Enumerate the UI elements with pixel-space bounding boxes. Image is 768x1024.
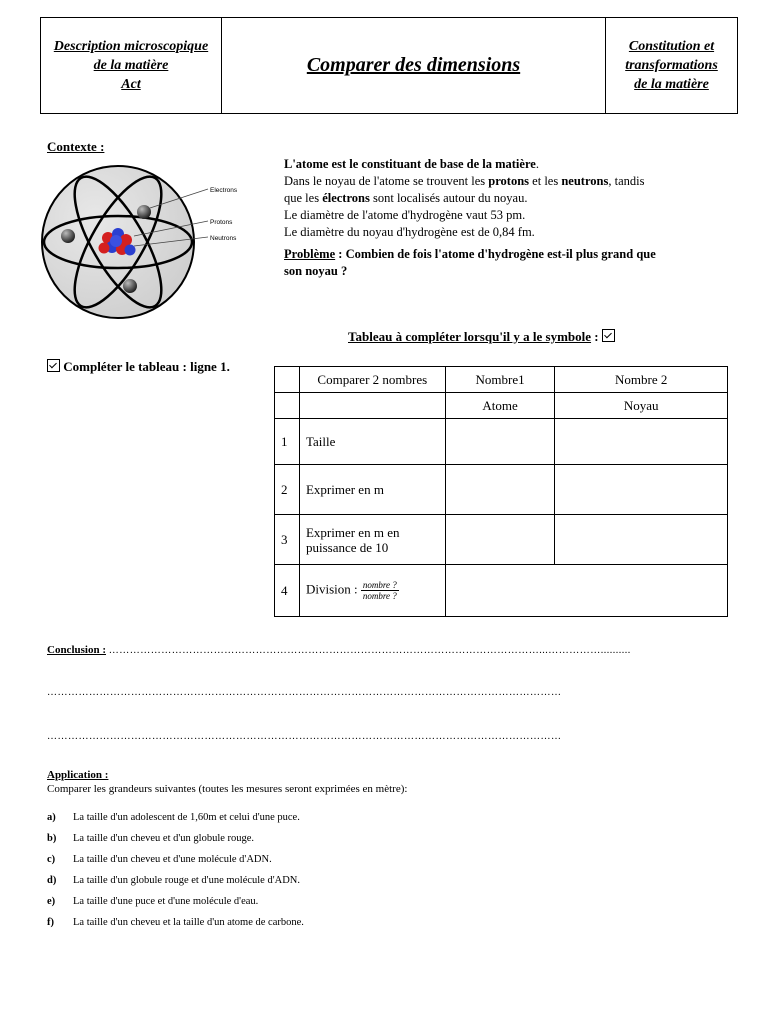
label-electrons: Electrons bbox=[210, 187, 238, 194]
header-nombre1: Nombre1 bbox=[445, 367, 555, 393]
header-left bbox=[41, 18, 222, 113]
conclusion bbox=[47, 644, 727, 656]
header-compare: Comparer 2 nombres bbox=[299, 367, 445, 393]
list-item: c) La taille d'un cheveu et d'une molécule d'ADN. bbox=[47, 854, 272, 865]
context-text bbox=[284, 156, 734, 280]
context-line3: que les électrons sont localisés autour du noyau. bbox=[284, 191, 528, 205]
check-symbol-icon bbox=[47, 359, 60, 372]
comparison-table bbox=[274, 366, 728, 617]
electron-2 bbox=[61, 229, 75, 243]
conclusion-label: Conclusion : bbox=[47, 644, 106, 656]
table-caption: Tableau à compléter lorsqu'il y a le symbole : bbox=[348, 329, 615, 345]
list-item: b) La taille d'un cheveu et d'un globule rouge. bbox=[47, 833, 255, 844]
subheader-atome: Atome bbox=[445, 393, 555, 419]
cell-input[interactable] bbox=[555, 419, 728, 465]
header-nombre2: Nombre 2 bbox=[555, 367, 728, 393]
table-header-row bbox=[275, 367, 728, 393]
task-line bbox=[47, 359, 230, 375]
cell-input[interactable] bbox=[445, 465, 555, 515]
cell-input[interactable] bbox=[445, 565, 727, 617]
electron-1 bbox=[137, 205, 151, 219]
subheader-noyau: Noyau bbox=[555, 393, 728, 419]
check-symbol-icon bbox=[602, 329, 615, 342]
header-left-line1: Description microscopique bbox=[53, 39, 209, 54]
context-line4: Le diamètre de l'atome d'hydrogène vaut 53 pm. bbox=[284, 208, 526, 222]
electron-3 bbox=[123, 279, 137, 293]
header-right-line1: Constitution et bbox=[628, 39, 715, 54]
list-item: a) La taille d'un adolescent de 1,60m et celui d'une puce. bbox=[47, 812, 300, 823]
header-box bbox=[40, 17, 738, 114]
application-intro: Comparer les grandeurs suivantes (toutes les mesures seront exprimées en mètre): bbox=[47, 783, 408, 795]
conclusion-dots-2[interactable]: ………………………………………………………………………………………………………………………………… bbox=[47, 687, 562, 698]
context-intro: L'atome est le constituant de base de la matière. bbox=[284, 157, 539, 171]
problem: Problème : Combien de fois l'atome d'hydrogène est-il plus grand que son noyau ? bbox=[284, 247, 656, 278]
context-title: Contexte : bbox=[47, 139, 105, 154]
label-protons: Protons bbox=[210, 219, 233, 226]
header-right-line3: de la matière bbox=[634, 77, 709, 92]
context-line2: Dans le noyau de l'atome se trouvent les protons et les neutrons, tandis bbox=[284, 174, 645, 188]
header-left-line3: Act bbox=[121, 77, 141, 92]
cell-input[interactable] bbox=[555, 465, 728, 515]
header-left-line2: de la matière bbox=[93, 58, 169, 73]
header-right bbox=[605, 18, 737, 113]
cell-input[interactable] bbox=[555, 515, 728, 565]
table-row: 3 Exprimer en m en puissance de 10 bbox=[275, 515, 728, 565]
context-line5: Le diamètre du noyau d'hydrogène est de 0,84 fm. bbox=[284, 225, 535, 239]
list-item: e) La taille d'une puce et d'une molécule d'eau. bbox=[47, 896, 259, 907]
conclusion-dots-1[interactable]: ……………………………………………………………………………………………………………...…………….......... bbox=[108, 645, 631, 656]
label-neutrons: Neutrons bbox=[210, 235, 237, 242]
list-item: d) La taille d'un globule rouge et d'une molécule d'ADN. bbox=[47, 875, 300, 886]
table-row: 1 Taille bbox=[275, 419, 728, 465]
page-title: Comparer des dimensions bbox=[306, 54, 521, 76]
atom-diagram bbox=[38, 160, 270, 320]
table-row: 4 Division : $\frac{\text{nombre ?}}{\text{nombre ?}}$ bbox=[275, 565, 728, 617]
table-row: 2 Exprimer en m bbox=[275, 465, 728, 515]
fraction: $\frac{\text{nombre ?}}{\text{nombre ?}}$ bbox=[362, 580, 397, 601]
application-label: Application : bbox=[47, 769, 109, 781]
header-right-line2: transformations bbox=[625, 58, 718, 73]
table-subheader-row bbox=[275, 393, 728, 419]
cell-input[interactable] bbox=[445, 419, 555, 465]
list-item: f) La taille d'un cheveu et la taille d'un atome de carbone. bbox=[47, 917, 304, 928]
cell-input[interactable] bbox=[445, 515, 555, 565]
conclusion-dots-3[interactable]: ………………………………………………………………………………………………………………………………… bbox=[47, 731, 562, 742]
task-text: Compléter le tableau : ligne 1. bbox=[63, 359, 230, 374]
